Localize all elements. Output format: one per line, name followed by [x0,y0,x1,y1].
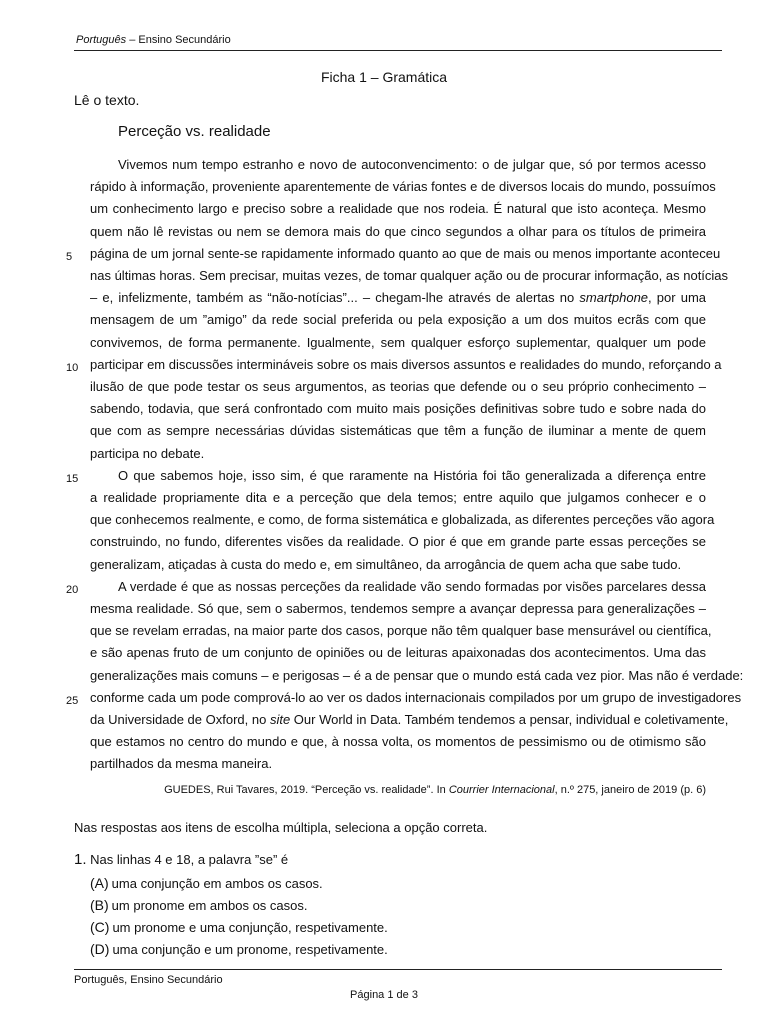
citation [0,784,706,796]
text-line: mensagem de um ”amigo” da rede social preferida ou pela exposição a um dos muitos ecrãs com que [90,312,706,328]
text-line: rápido à informação, proveniente aparentemente de várias fontes e de diversos locais do mundo, possuímos [90,179,716,195]
text-line: que com as sempre necessárias dúvidas sistemáticas que têm a função de iluminar a mente de quem [90,423,706,439]
header-level: – Ensino Secundário [126,34,231,46]
option-b[interactable] [90,897,307,913]
text-line: O que sabemos hoje, isso sim, é que raramente na História foi tão generalizada a diferença entre [118,467,706,483]
option-letter: (C) [90,919,110,935]
header-subject: Português [76,34,127,46]
text-line: Vivemos num tempo estranho e novo de autoconvencimento: o de julgar que, só por termos acesso [118,157,706,172]
text-line: que se revelam erradas, na maior parte dos casos, porque não têm qualquer base mensurável ou científica, [90,623,712,639]
text-line: nas últimas horas. Sem precisar, muitas vezes, de tomar qualquer ação ou de procurar informação, as notícias [90,268,729,283]
text-line: convivemos, de forma permanente. Igualmente, sem qualquer esforço suplementar, qualquer um pode [90,334,706,350]
option-text: uma conjunção e um pronome, respetivamente. [112,942,388,957]
text-line: mesma realidade. Só que, sem o sabermos, tendemos sempre a avançar depressa para generalizações – [90,601,706,616]
text-line: A verdade é que as nossas perceções da realidade vão sendo formadas por visões parcelares dessa [118,578,706,594]
question-1 [74,851,288,868]
header-rule [74,50,722,51]
citation-details: , n.º 275, janeiro de 2019 (p. 6) [554,784,706,796]
worksheet-title: Ficha 1 – Gramática [320,69,448,85]
question-number: 1. [74,851,87,868]
text-line: um conhecimento largo e preciso sobre a realidade que nos rodeia. É natural que isto aconteça. Mesmo [90,201,706,217]
text-line: participar em discussões intermináveis sobre os mais diversos assuntos e realidades do mundo, reforçando a [90,356,722,372]
page-footer: Português, Ensino Secundário [74,974,223,986]
option-text: uma conjunção em ambos os casos. [111,876,323,891]
text-line: a realidade propriamente dita e a perceção que dela temos; entre aquilo que julgamos conhecer e o [90,490,706,505]
line-number: 20 [66,584,79,596]
text-line: generalizações mais comuns – e perigosas – é a de pensar que o mundo está cada vez pior. Mas não é verdade: [90,667,744,683]
text-line: partilhados da mesma maneira. [90,756,273,772]
option-text: um pronome e uma conjunção, respetivamente. [112,920,388,935]
text-line: sabendo, todavia, que será confrontado com muito mais posições definitivas sobre tudo e sobre nada do [90,401,706,417]
text-line: participa no debate. [90,445,205,461]
line-number: 10 [66,362,79,374]
text-line: construindo, no fundo, diferentes visões da realidade. O pior é que em grande parte essas perceções se [90,534,706,550]
text-line: quem não lê revistas ou nem se demora mais do que cinco segundos a olhar para os títulos de primeira [90,223,706,239]
text-line: da Universidade de Oxford, no site Our World in Data. Também tendemos a pensar, individual e coletivamente, [90,712,729,727]
text-line: conforme cada um pode comprová-lo ao ver os dados internacionais compilados por um grupo de investigadores [90,689,742,705]
text-line: ilusão de que pode testar os seus argumentos, as teorias que defende ou o seu próprio conhecimento – [90,379,706,394]
text-line: generalizam, atiçadas à custa do medo e, em simultâneo, da arrogância de quem acha que sabe tudo. [90,556,682,572]
text-line: que estamos no centro do mundo e que, à nossa volta, os momentos de pessimismo ou de otimismo são [90,734,706,750]
option-letter: (D) [90,941,110,957]
line-number: 5 [66,251,73,263]
question-stem: Nas linhas 4 e 18, a palavra ”se” é [90,852,289,867]
instruction: Lê o texto. [74,92,140,108]
option-letter: (B) [90,897,109,913]
option-letter: (A) [90,875,109,891]
line-number: 25 [66,695,79,707]
footer-rule [74,969,722,970]
line-number: 15 [66,473,79,485]
text-line: página de um jornal sente-se rapidamente informado quanto ao que de mais ou menos importante aconteceu [90,245,721,261]
page-number: Página 1 de 3 [350,989,418,1001]
text-line: – e, infelizmente, também as “não-notícias”... – chegam-lhe através de alertas no smartphone, por uma [90,290,707,306]
page-header [76,34,231,46]
question-instructions: Nas respostas aos itens de escolha múltipla, seleciona a opção correta. [74,820,488,835]
text-line: e são apenas fruto de um conjunto de opiniões ou de leituras apaixonadas dos acontecimentos. Uma das [90,645,706,661]
text-line: que conhecemos realmente, e como, de forma sistemática e globalizada, as diferentes perceções vão agora [90,512,715,528]
option-d[interactable] [90,941,388,957]
option-c[interactable] [90,919,388,935]
option-a[interactable] [90,875,323,891]
citation-source: Courrier Internacional [448,784,555,796]
citation-author: GUEDES, Rui Tavares, 2019. “Perceção vs. realidade”. In [164,784,449,796]
option-text: um pronome em ambos os casos. [111,898,308,913]
text-title: Perceção vs. realidade [118,123,271,140]
